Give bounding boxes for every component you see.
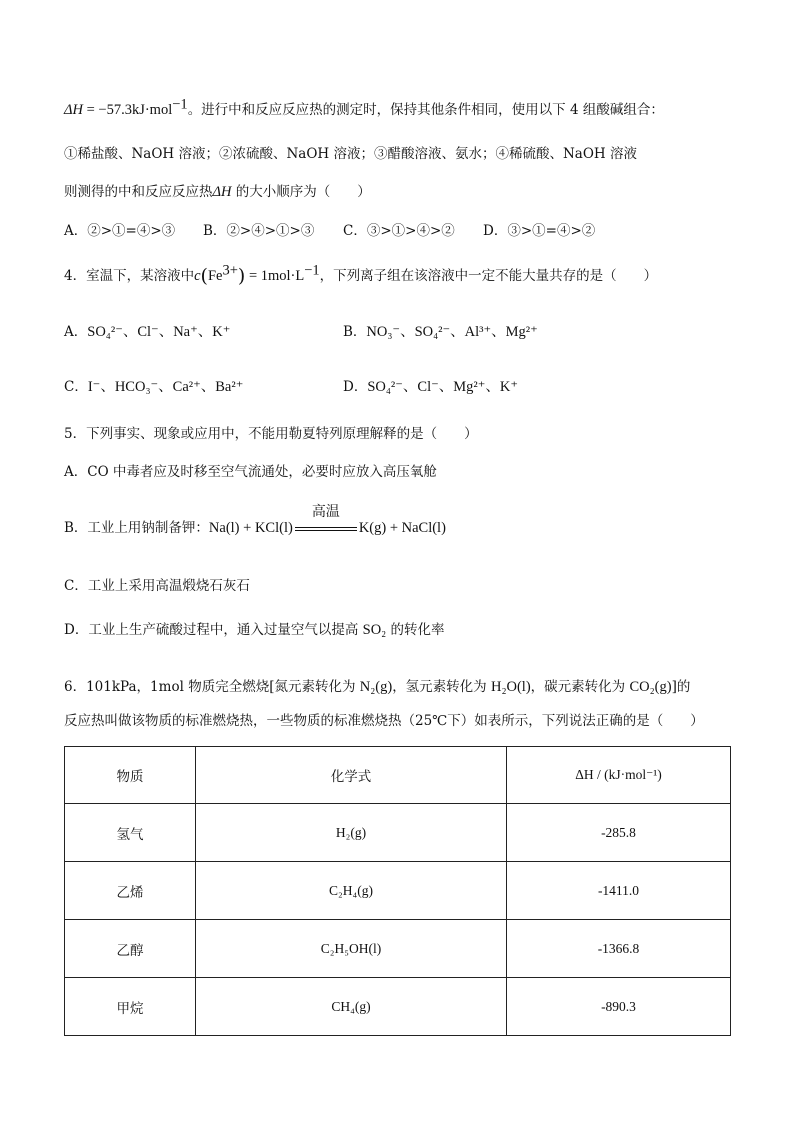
table-row [65,920,731,978]
formula-n2: N₂(g) [359,679,393,695]
substance-name: 甲烷 [65,978,196,1036]
table-header: ΔH / (kJ·mol⁻¹) [507,747,731,804]
table-row [65,978,731,1036]
q3-option-c[interactable]: C．③>①>④>② [343,223,455,239]
q6-stem-line2: 反应热叫做该物质的标准燃烧热，一些物质的标准燃烧热（25℃下）如表所示，下列说法正确的是（ ） [64,713,704,729]
q3-stem-text: 。进行中和反应反应热的测定时，保持其他条件相同，使用以下 4 组酸碱组合： [187,102,664,118]
q3-option-b[interactable]: B．②>④>①>③ [203,223,315,239]
q4-option-a[interactable] [64,322,230,342]
option-label: C． [64,379,88,395]
unit-exponent: −1 [172,96,188,113]
q4-option-c[interactable] [64,377,243,397]
q5-option-d-text: D．工业上生产硫酸过程中，通入过量空气以提高 [64,622,363,638]
q3-option-a[interactable]: A．②>①=④>③ [64,223,176,239]
q5-option-d[interactable] [64,620,445,640]
table-header: 物质 [65,747,196,804]
option-label: A． [64,324,88,340]
option-label: B． [343,324,367,340]
substance-name: 氢气 [65,804,196,862]
enthalpy-value: -890.3 [507,978,731,1036]
formula-so2: SO₂ [362,622,387,638]
q3-stem-line1 [64,96,664,120]
chemical-formula: C₂H₄(g) [196,862,507,920]
table-row [65,804,731,862]
q3-question-pre: 则测得的中和反应反应热 [64,184,213,200]
q6-text-c: ，碳元素转化为 [530,679,630,695]
q5-option-d-post: 的转化率 [386,622,445,638]
chemical-formula: C₂H₅OH(l) [196,920,507,978]
ion-group: I⁻、HCO₃⁻、Ca²⁺、Ba²⁺ [87,379,244,395]
concentration-value: = 1mol·L [245,268,305,284]
delta-h-symbol: ΔH [212,184,232,200]
ion-group: SO₄²⁻、Cl⁻、Mg²⁺、K⁺ [367,379,519,395]
formula-co2: CO₂(g) [629,679,672,695]
equation-products: K(g) + NaCl(l) [358,520,446,536]
formula-h2o: H₂O(l) [490,679,531,695]
equation-reactants: Na(l) + KCl(l) [208,520,293,536]
q5-stem: 5．下列事实、现象或应用中，不能用勒夏特列原理解释的是（ ） [64,426,478,442]
ion-group: SO₄²⁻、Cl⁻、Na⁺、K⁺ [87,324,231,340]
q3-question-post: 的大小顺序为（ ） [231,184,371,200]
q6-text-a: 6．101kPa，1mol 物质完全燃烧[氮元素转化为 [64,679,360,695]
enthalpy-value: -285.8 [507,804,731,862]
q4-stem-post: ，下列离子组在该溶液中一定不能大量共存的是（ ） [319,268,658,284]
q3-option-d[interactable]: D．③>①=④>② [483,223,596,239]
table-row [65,862,731,920]
chemical-formula: H₂(g) [196,804,507,862]
concentration-symbol: c [194,268,201,284]
q3-combinations: ①稀盐酸、NaOH 溶液；②浓硫酸、NaOH 溶液；③醋酸溶液、氨水；④稀硫酸、NaOH 溶液 [64,146,637,162]
ion-charge: 3+ [222,262,238,279]
chemical-formula: CH₄(g) [196,978,507,1036]
q6-text-b: ，氢元素转化为 [392,679,491,695]
unit-exponent: −1 [304,262,320,279]
enthalpy-value: -1366.8 [507,920,731,978]
option-label: D． [343,379,368,395]
q4-option-b[interactable] [343,322,538,342]
substance-name: 乙烯 [65,862,196,920]
q6-stem-line1 [64,677,690,697]
q5-option-b[interactable] [64,503,446,539]
condition-text: 高温 [311,503,340,520]
q5-option-b-text: B．工业上用钠制备钾： [64,520,209,536]
ion-group: NO₃⁻、SO₄²⁻、Al³⁺、Mg²⁺ [366,324,538,340]
q5-option-a[interactable]: A．CO 中毒者应及时移至空气流通处，必要时应放入高压氧舱 [64,464,437,480]
q5-option-c[interactable]: C．工业上采用高温煅烧石灰石 [64,578,250,594]
q6-text-d: ]的 [671,679,691,695]
substance-name: 乙醇 [65,920,196,978]
table-header-row [65,747,731,804]
table-header: 化学式 [196,747,507,804]
ion-fe: Fe [207,268,223,284]
reaction-condition [295,503,357,539]
q4-option-d[interactable] [343,377,518,397]
q3-question [64,182,371,202]
delta-h-value: = −57.3kJ·mol [82,102,173,118]
q4-stem: 4．室温下，某溶液中$c(Fe^{3+}) = 1mol\cdot L^{-1}$，下列离子组在该溶液中一定不能大量共存的是（ ） [64,262,658,287]
enthalpy-value: -1411.0 [507,862,731,920]
delta-h-symbol: ΔH [64,102,83,118]
q4-stem-pre: 4．室温下，某溶液中 [64,268,195,284]
combustion-heat-table [64,746,731,1036]
